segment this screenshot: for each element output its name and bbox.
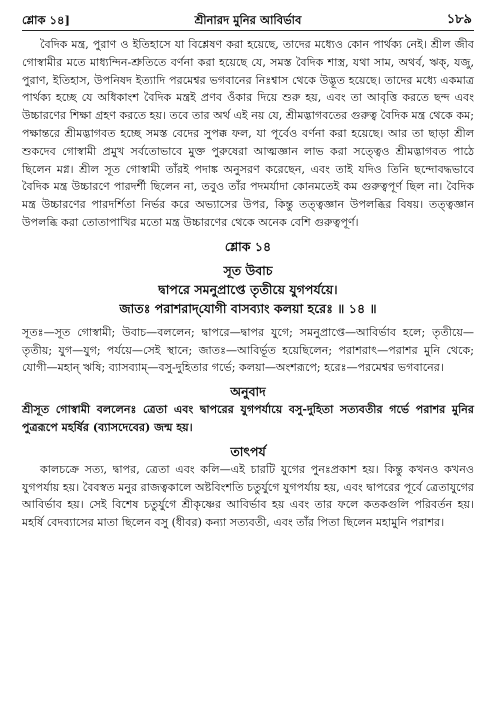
purport-top-text: বৈদিক মন্ত্র, পুরাণ ও ইতিহাসে যা বিশ্লেষণ করা হয়েছে, তাদের মধ্যেও কোন পার্থক্য নেই। শ্রীল জীব গোস্বামীর মতে মাধ্যন্দিন-শ্রুতিতে বর্ণনা করা হয়েছে যে, সমস্ত বৈদিক শাস্ত্র, যথা সাম, অথর্ব, ঋক্‌, যজু, পুরাণ, ইতিহাস, উপনিষদ ইত্যাদি পরমেশ্বর ভগবানের নিঃশ্বাস থেকে উদ্ভূত হয়েছে। তাদের মধ্যে একমাত্র পার্থক্য হচ্ছে যে অধিকাংশ বৈদিক মন্ত্রই প্রণব ওঁকার দিয়ে শুরু হয়, এবং তা আবৃত্তি করতে ছন্দ এবং উচ্চারণের শিক্ষা গ্রহণ করতে হয়। তবে তার অর্থ এই নয় যে, শ্রীমদ্ভাগবতের গুরুত্ব বৈদিক মন্ত্র থেকে কম; পক্ষান্তরে শ্রীমদ্ভাগবত হচ্ছে সমস্ত বেদের সুপক্ক ফল, যা পূর্বেও বর্ণনা করা হয়েছে। আর তা ছাড়া শ্রীল শুকদেব গোস্বামী প্রমুখ সর্বতোভাবে মুক্ত পুরুষেরা আত্মজ্ঞান লাভ করা সত্ত্বেও শ্রীমদ্ভাগবত পাঠে ছিলেন মগ্ন। শ্রীল সূত গোস্বামী তাঁরই পদাঙ্ক অনুসরণ করেছেন, এবং তাই যদিও তিনি ছন্দোবদ্ধভাবে বৈদিক মন্ত্র উচ্চারণে পারদর্শী ছিলেন না, তবুও তাঁর পদমর্যাদা কোনমতেই কম গুরুত্বপূর্ণ ছিল না। বৈদিক মন্ত্র উচ্চারণের পারদর্শিতা নির্ভর করে অভ্যাসের উপর, কিন্তু তত্ত্বজ্ঞান উপলব্ধির বিষয়। তত্ত্বজ্ঞান উপলব্ধি করা তোতাপাখির মতো মন্ত্র উচ্চারণের থেকে অনেক বেশি গুরুত্বপূর্ণ। [22,38,474,229]
purport-title: তাৎপর্য [230,443,266,459]
purport-bottom-text: কালচক্রে সত্য, দ্বাপর, ত্রেতা এবং কলি—এই চারটি যুগের পুনঃপ্রকাশ হয়। কিন্তু কখনও কখনও যুগপর্যায় হয়। বৈবস্বত মনুর রাজত্বকালে অষ্টবিংশতি চতুর্যুগে যুগপর্যায় হয়, এবং দ্বাপরের পূর্বে ত্রেতাযুগের আবির্ভাব হয়। সেই বিশেষ চতুর্যুগে শ্রীকৃষ্ণের আবির্ভাব হয় এবং তার ফলে কতকগুলি পরিবর্তন হয়। মহর্ষি বেদব্যাসের মাতা ছিলেন বসু (ধীবর) কন্যা সত্যবতী, এবং তাঁর পিতা ছিলেন মহামুনি পরাশর। [22,462,474,530]
verse-speaker: সূত উবাচ [223,262,273,278]
synonyms-paragraph: সূতঃ—সূত গোস্বামী; উবাচ—বললেন; দ্বাপরে—দ্বাপর যুগে; সমনুপ্রাপ্তে—আবির্ভাব হলে; তৃতীয়ে—তৃতীয়; যুগ—যুগ; পর্যয়ে—সেই স্থানে; জাতঃ—আবির্ভূত হয়েছিলেন; পরাশরাৎ—পরাশর মুনি থেকে; যোগী—মহান্‌ ঋষি; ব্যাসব্যাম্‌—বসু-দুহিতার গর্ভে; কলয়া—অংশরূপে; হরেঃ—পরমেশ্বর ভগবানের। [22,325,474,375]
header-verse-ref: শ্লোক ১৪] [22,13,70,27]
verse-line-2: জাতঃ পরাশরাদ্‌যোগী বাসব্যাং কলয়া হরেঃ ॥ ১৪ ॥ [119,300,377,316]
header-divider [22,30,474,31]
verse-line-1: দ্বাপরে সমনুপ্রাপ্তে তৃতীয়ে যুগপর্যয়ে। [158,281,338,297]
header-chapter-title: শ্রীনারদ মুনির আবির্ভাব [194,13,302,27]
page-number: ১৮৯ [446,12,472,27]
purport-top-paragraph [22,36,474,232]
verse-title: শ্লোক ১৪ [224,238,272,254]
book-page [22,0,474,532]
translation-paragraph: শ্রীসূত গোস্বামী বললেনঃ ত্রেতা এবং দ্বাপরের যুগপর্যায়ে বসু-দুহিতা সত্যবতীর গর্ভে পরাশর মুনির পুত্ররূপে মহর্ষির (ব্যাসদেবের) জন্ম হয়। [22,403,474,434]
page-header [22,8,474,34]
purport-bottom-paragraph [22,461,474,532]
translation-title: অনুবাদ [230,384,266,400]
